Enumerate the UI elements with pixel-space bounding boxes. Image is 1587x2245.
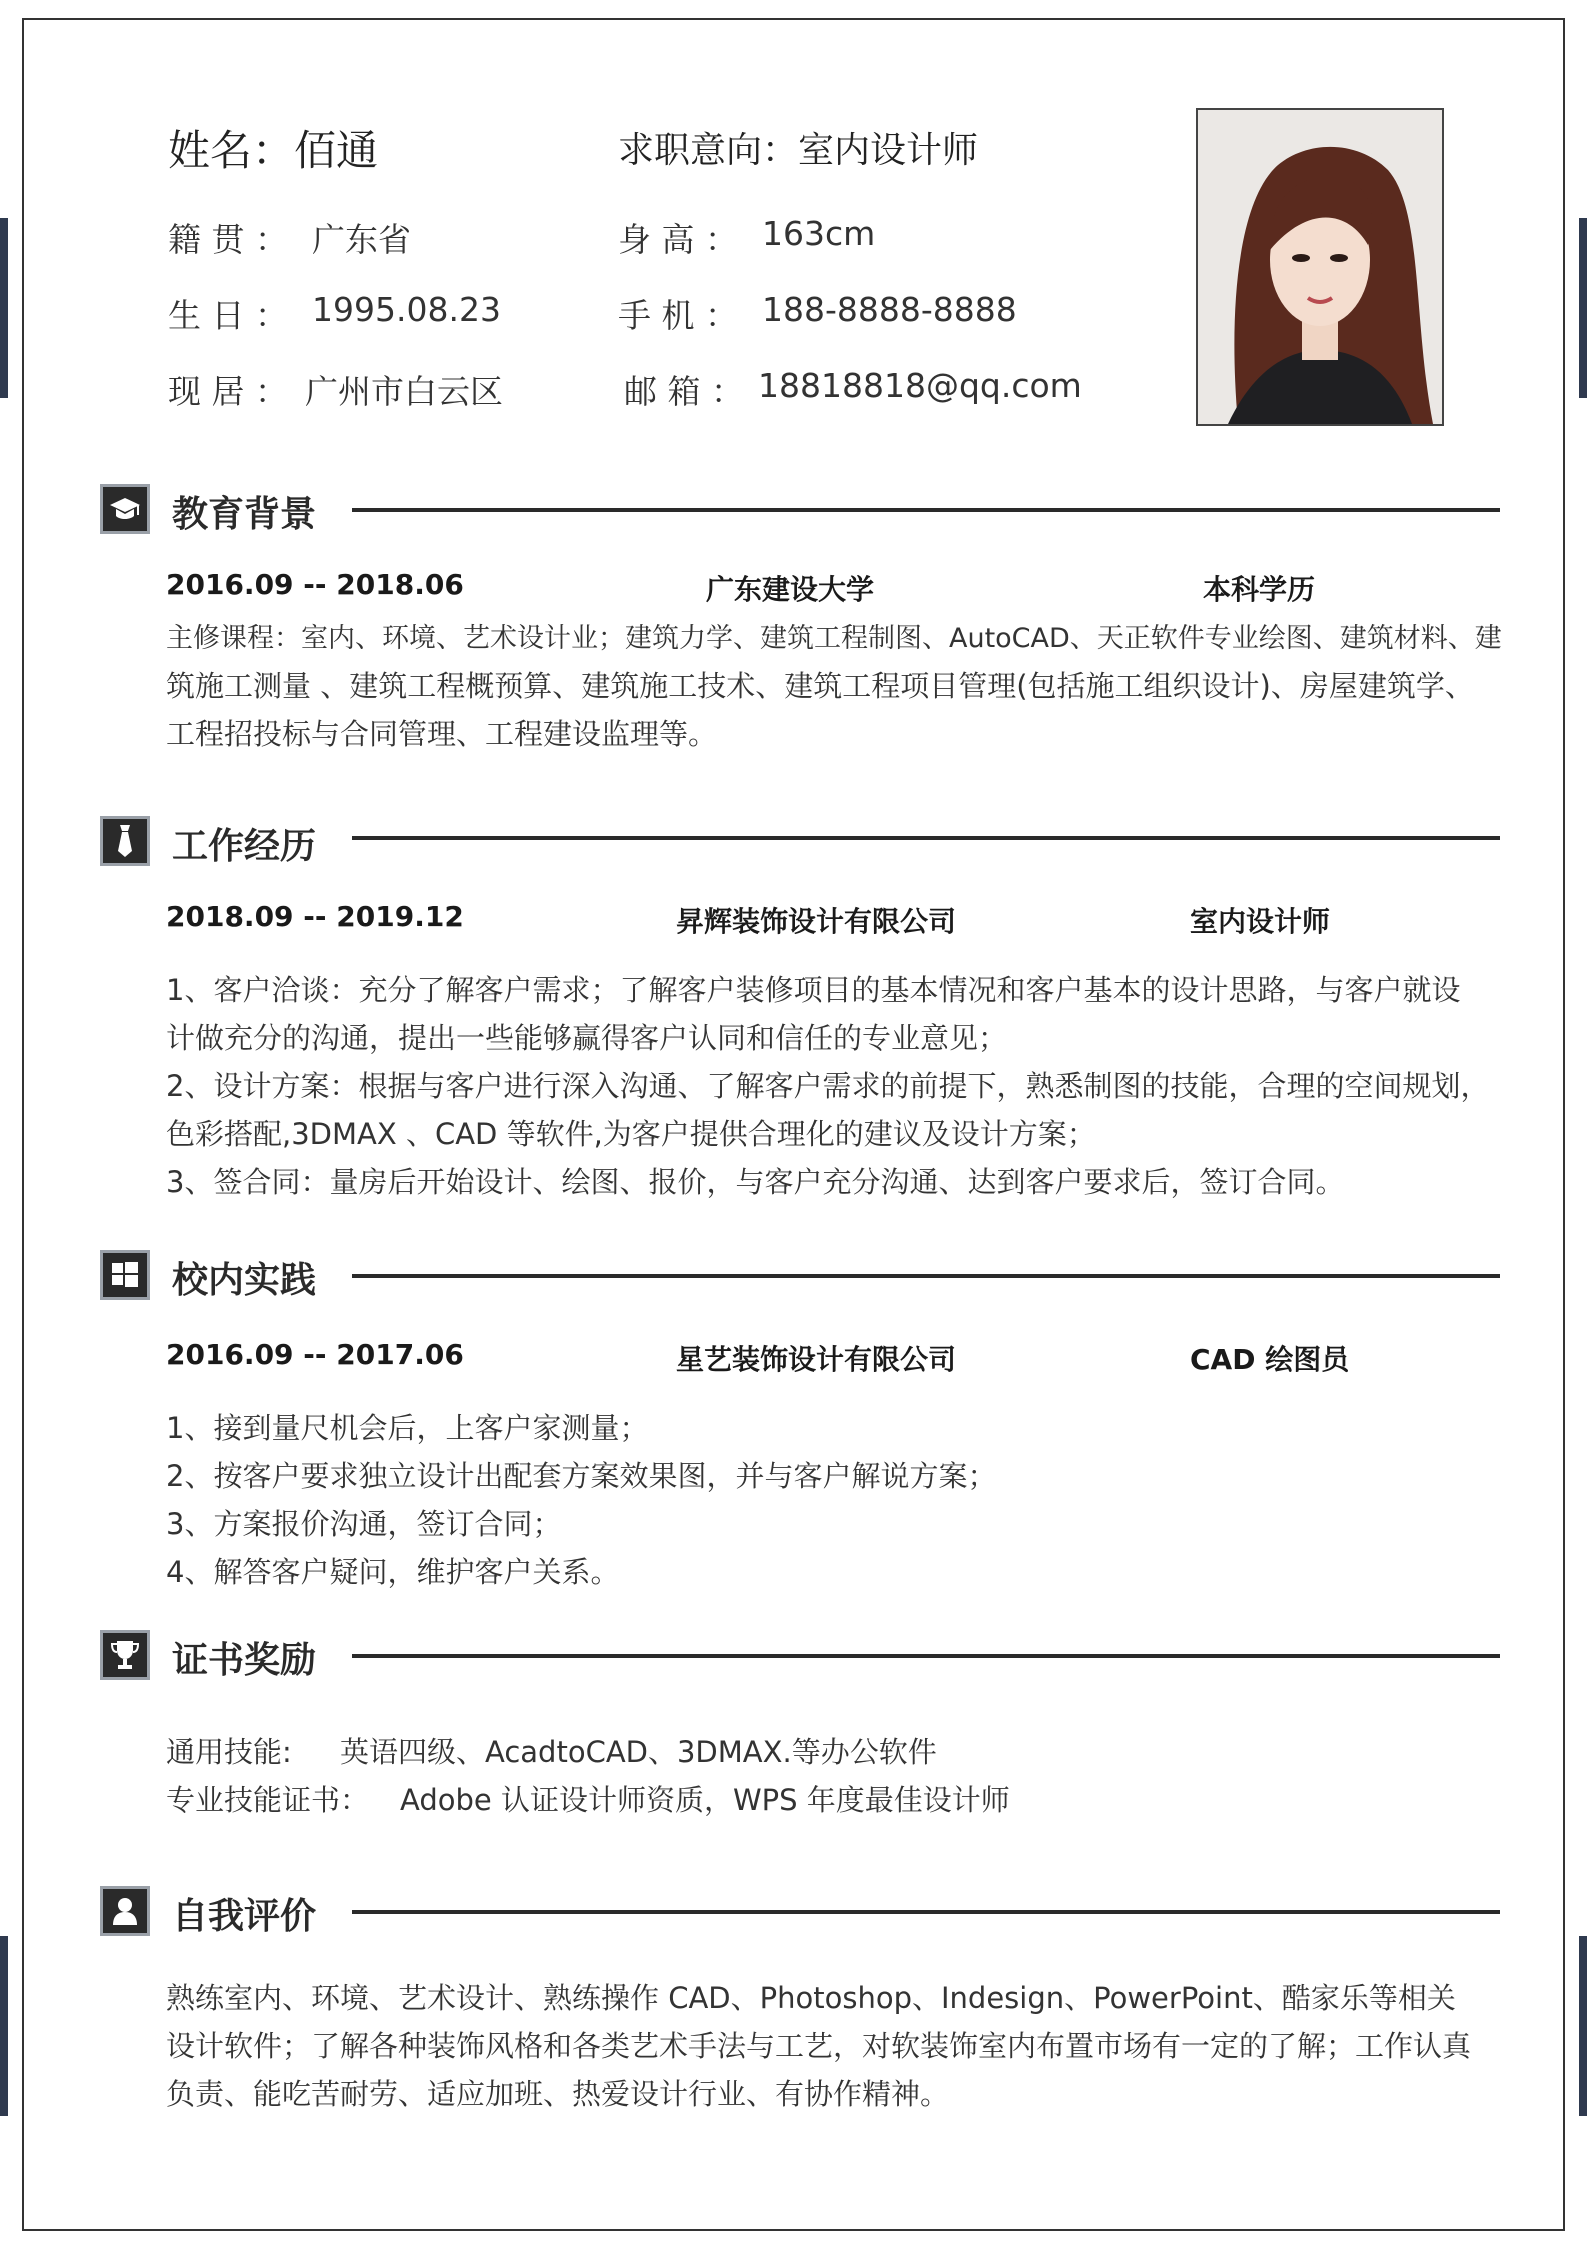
windows-icon — [100, 1250, 150, 1300]
portrait-illustration — [1198, 110, 1442, 424]
general-skills-value: 英语四级、AcadtoCAD、3DMAX.等办公软件 — [340, 1735, 937, 1769]
pro-cert-label: 专业技能证书： — [166, 1783, 370, 1817]
info-email-label: 邮 箱 ： — [624, 372, 744, 411]
info-height-value: 163cm — [762, 214, 876, 253]
info-hometown-value: 广东省 — [312, 220, 411, 259]
info-hometown-label: 籍 贯 ： — [168, 220, 288, 259]
person-icon — [100, 1886, 150, 1936]
info-birthday-label: 生 日 ： — [168, 296, 288, 335]
general-skills-label: 通用技能: — [166, 1735, 292, 1769]
education-divider — [352, 508, 1500, 512]
self-line: 设计软件；了解各种装饰风格和各类艺术手法与工艺，对软装饰室内布置市场有一定的了解；工作认真 — [166, 2029, 1472, 2063]
graduation-cap-icon — [100, 484, 150, 534]
work-role: 室内设计师 — [1190, 905, 1331, 938]
right-edge-tab-bottom — [1579, 1936, 1587, 2116]
person-glyph — [110, 1895, 140, 1927]
work-line: 计做充分的沟通，提出一些能够赢得客户认同和信任的专业意见； — [166, 1021, 1008, 1055]
work-line: 3、签合同：量房后开始设计、绘图、报价，与客户充分沟通、达到客户要求后，签订合同。 — [166, 1165, 1345, 1199]
education-line: 工程招投标与合同管理、工程建设监理等。 — [166, 717, 718, 751]
certs-divider — [352, 1654, 1500, 1658]
self-line: 熟练室内、环境、艺术设计、熟练操作 CAD、Photoshop、Indesign、PowerPoint、酷家乐等相关 — [166, 1981, 1456, 2015]
practice-line: 2、按客户要求独立设计出配套方案效果图，并与客户解说方案； — [166, 1459, 997, 1493]
certs-section-title: 证书奖励 — [172, 1640, 317, 1681]
practice-line: 4、解答客户疑问，维护客户关系。 — [166, 1555, 620, 1589]
work-line: 1、客户洽谈：充分了解客户需求；了解客户装修项目的基本情况和客户基本的设计思路，与客户就设 — [166, 973, 1461, 1007]
info-phone-label: 手 机 ： — [618, 296, 738, 335]
education-line: 筑施工测量 、建筑工程概预算、建筑施工技术、建筑工程项目管理(包括施工组织设计)、房屋建筑学、 — [166, 669, 1474, 703]
education-degree: 本科学历 — [1203, 573, 1316, 606]
practice-section-title: 校内实践 — [172, 1260, 317, 1301]
work-period: 2018.09 -- 2019.12 — [166, 900, 464, 933]
windows-glyph — [110, 1260, 140, 1290]
work-line: 2、设计方案：根据与客户进行深入沟通、了解客户需求的前提下，熟悉制图的技能，合理的空间规划， — [166, 1069, 1490, 1103]
trophy-glyph — [109, 1638, 141, 1672]
education-line: 主修课程：室内、环境、艺术设计业；建筑力学、建筑工程制图、AutoCAD、天正软件专业绘图、建筑材料、建 — [166, 623, 1502, 654]
info-phone-value: 188-8888-8888 — [762, 290, 1017, 329]
work-company: 昇辉装饰设计有限公司 — [676, 905, 957, 938]
candidate-name: 姓名：佰通 — [168, 126, 379, 175]
info-residence-label: 现 居 ： — [168, 372, 288, 411]
left-edge-tab-bottom — [0, 1936, 8, 2116]
left-edge-tab-top — [0, 218, 8, 398]
work-divider — [352, 836, 1500, 840]
right-edge-tab-top — [1579, 218, 1587, 398]
trophy-icon — [100, 1630, 150, 1680]
practice-company: 星艺装饰设计有限公司 — [676, 1343, 957, 1376]
info-height-label: 身 高 ： — [618, 220, 738, 259]
info-email-value: 18818818@qq.com — [758, 366, 1082, 405]
work-section-title: 工作经历 — [172, 826, 317, 867]
practice-line: 3、方案报价沟通，签订合同； — [166, 1507, 562, 1541]
practice-period: 2016.09 -- 2017.06 — [166, 1338, 464, 1371]
job-intent: 求职意向：室内设计师 — [618, 130, 979, 171]
practice-line: 1、接到量尺机会后，上客户家测量； — [166, 1411, 649, 1445]
practice-role: CAD 绘图员 — [1190, 1343, 1350, 1376]
self-line: 负责、能吃苦耐劳、适应加班、热爱设计行业、有协作精神。 — [166, 2077, 950, 2111]
education-school: 广东建设大学 — [706, 573, 875, 606]
pro-cert-value: Adobe 认证设计师资质，WPS 年度最佳设计师 — [400, 1783, 1010, 1817]
self-divider — [352, 1910, 1500, 1914]
education-section-title: 教育背景 — [172, 494, 317, 535]
graduation-cap-glyph — [108, 494, 142, 524]
tie-icon — [100, 816, 150, 866]
practice-divider — [352, 1274, 1500, 1278]
self-section-title: 自我评价 — [172, 1896, 317, 1937]
info-birthday-value: 1995.08.23 — [312, 290, 501, 329]
tie-glyph — [110, 823, 140, 859]
work-line: 色彩搭配,3DMAX 、CAD 等软件,为客户提供合理化的建议及设计方案； — [166, 1117, 1096, 1151]
education-period: 2016.09 -- 2018.06 — [166, 568, 464, 601]
info-residence-value: 广州市白云区 — [305, 372, 503, 411]
profile-photo — [1196, 108, 1444, 426]
